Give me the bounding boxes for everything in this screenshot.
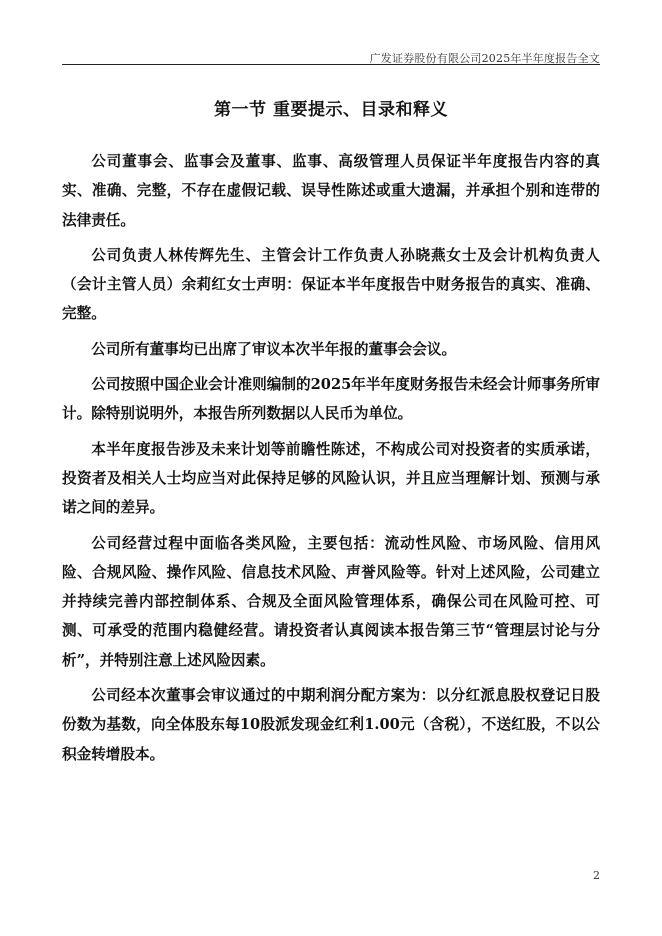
paragraph-audit-status: 公司按照中国企业会计准则编制的2025年半年度财务报告未经会计师事务所审计。除特别说明外，本报告所列数据以人民币为单位。	[62, 376, 600, 423]
paragraph-directors-guarantee: 公司董事会、监事会及董事、监事、高级管理人员保证半年度报告内容的真实、准确、完整，不存在虚假记载、误导性陈述或重大遗漏，并承担个别和连带的法律责任。	[62, 153, 600, 229]
paragraph-board-attendance: 公司所有董事均已出席了审议本次半年报的董事会会议。	[91, 340, 457, 358]
running-header: 广发证券股份有限公司2025年半年度报告全文	[369, 52, 600, 65]
paragraph-risk-factors: 公司经营过程中面临各类风险，主要包括：流动性风险、市场风险、信用风险、合规风险、操作风险、信息技术风险、声誉风险等。针对上述风险，公司建立并持续完善内部控制体系、合规及全面风险管理体系，确保公司在风险可控、可测、可承受的范围内稳健经营。请投资者认真阅读本报告第三节“管理层讨论与分析”，并特别注意上述风险因素。	[62, 534, 600, 669]
document-body	[62, 147, 600, 775]
page-number: 2	[593, 869, 600, 882]
header-divider	[62, 64, 600, 65]
section-title: 第一节 重要提示、目录和释义	[214, 100, 448, 120]
paragraph-responsible-persons-statement: 公司负责人林传辉先生、主管会计工作负责人孙晓燕女士及会计机构负责人（会计主管人员）余莉红女士声明：保证本半年度报告中财务报告的真实、准确、完整。	[62, 246, 600, 323]
paragraph-forward-looking-statements: 本半年度报告涉及未来计划等前瞻性陈述，不构成公司对投资者的实质承诺，投资者及相关人士均应当对此保持足够的风险认识，并且应当理解计划、预测与承诺之间的差异。	[62, 440, 600, 517]
paragraph-profit-distribution: 公司经本次董事会审议通过的中期利润分配方案为：以分红派息股权登记日股份数为基数，向全体股东每10股派发现金红利1.00元（含税），不送红股，不以公积金转增股本。	[62, 687, 600, 763]
